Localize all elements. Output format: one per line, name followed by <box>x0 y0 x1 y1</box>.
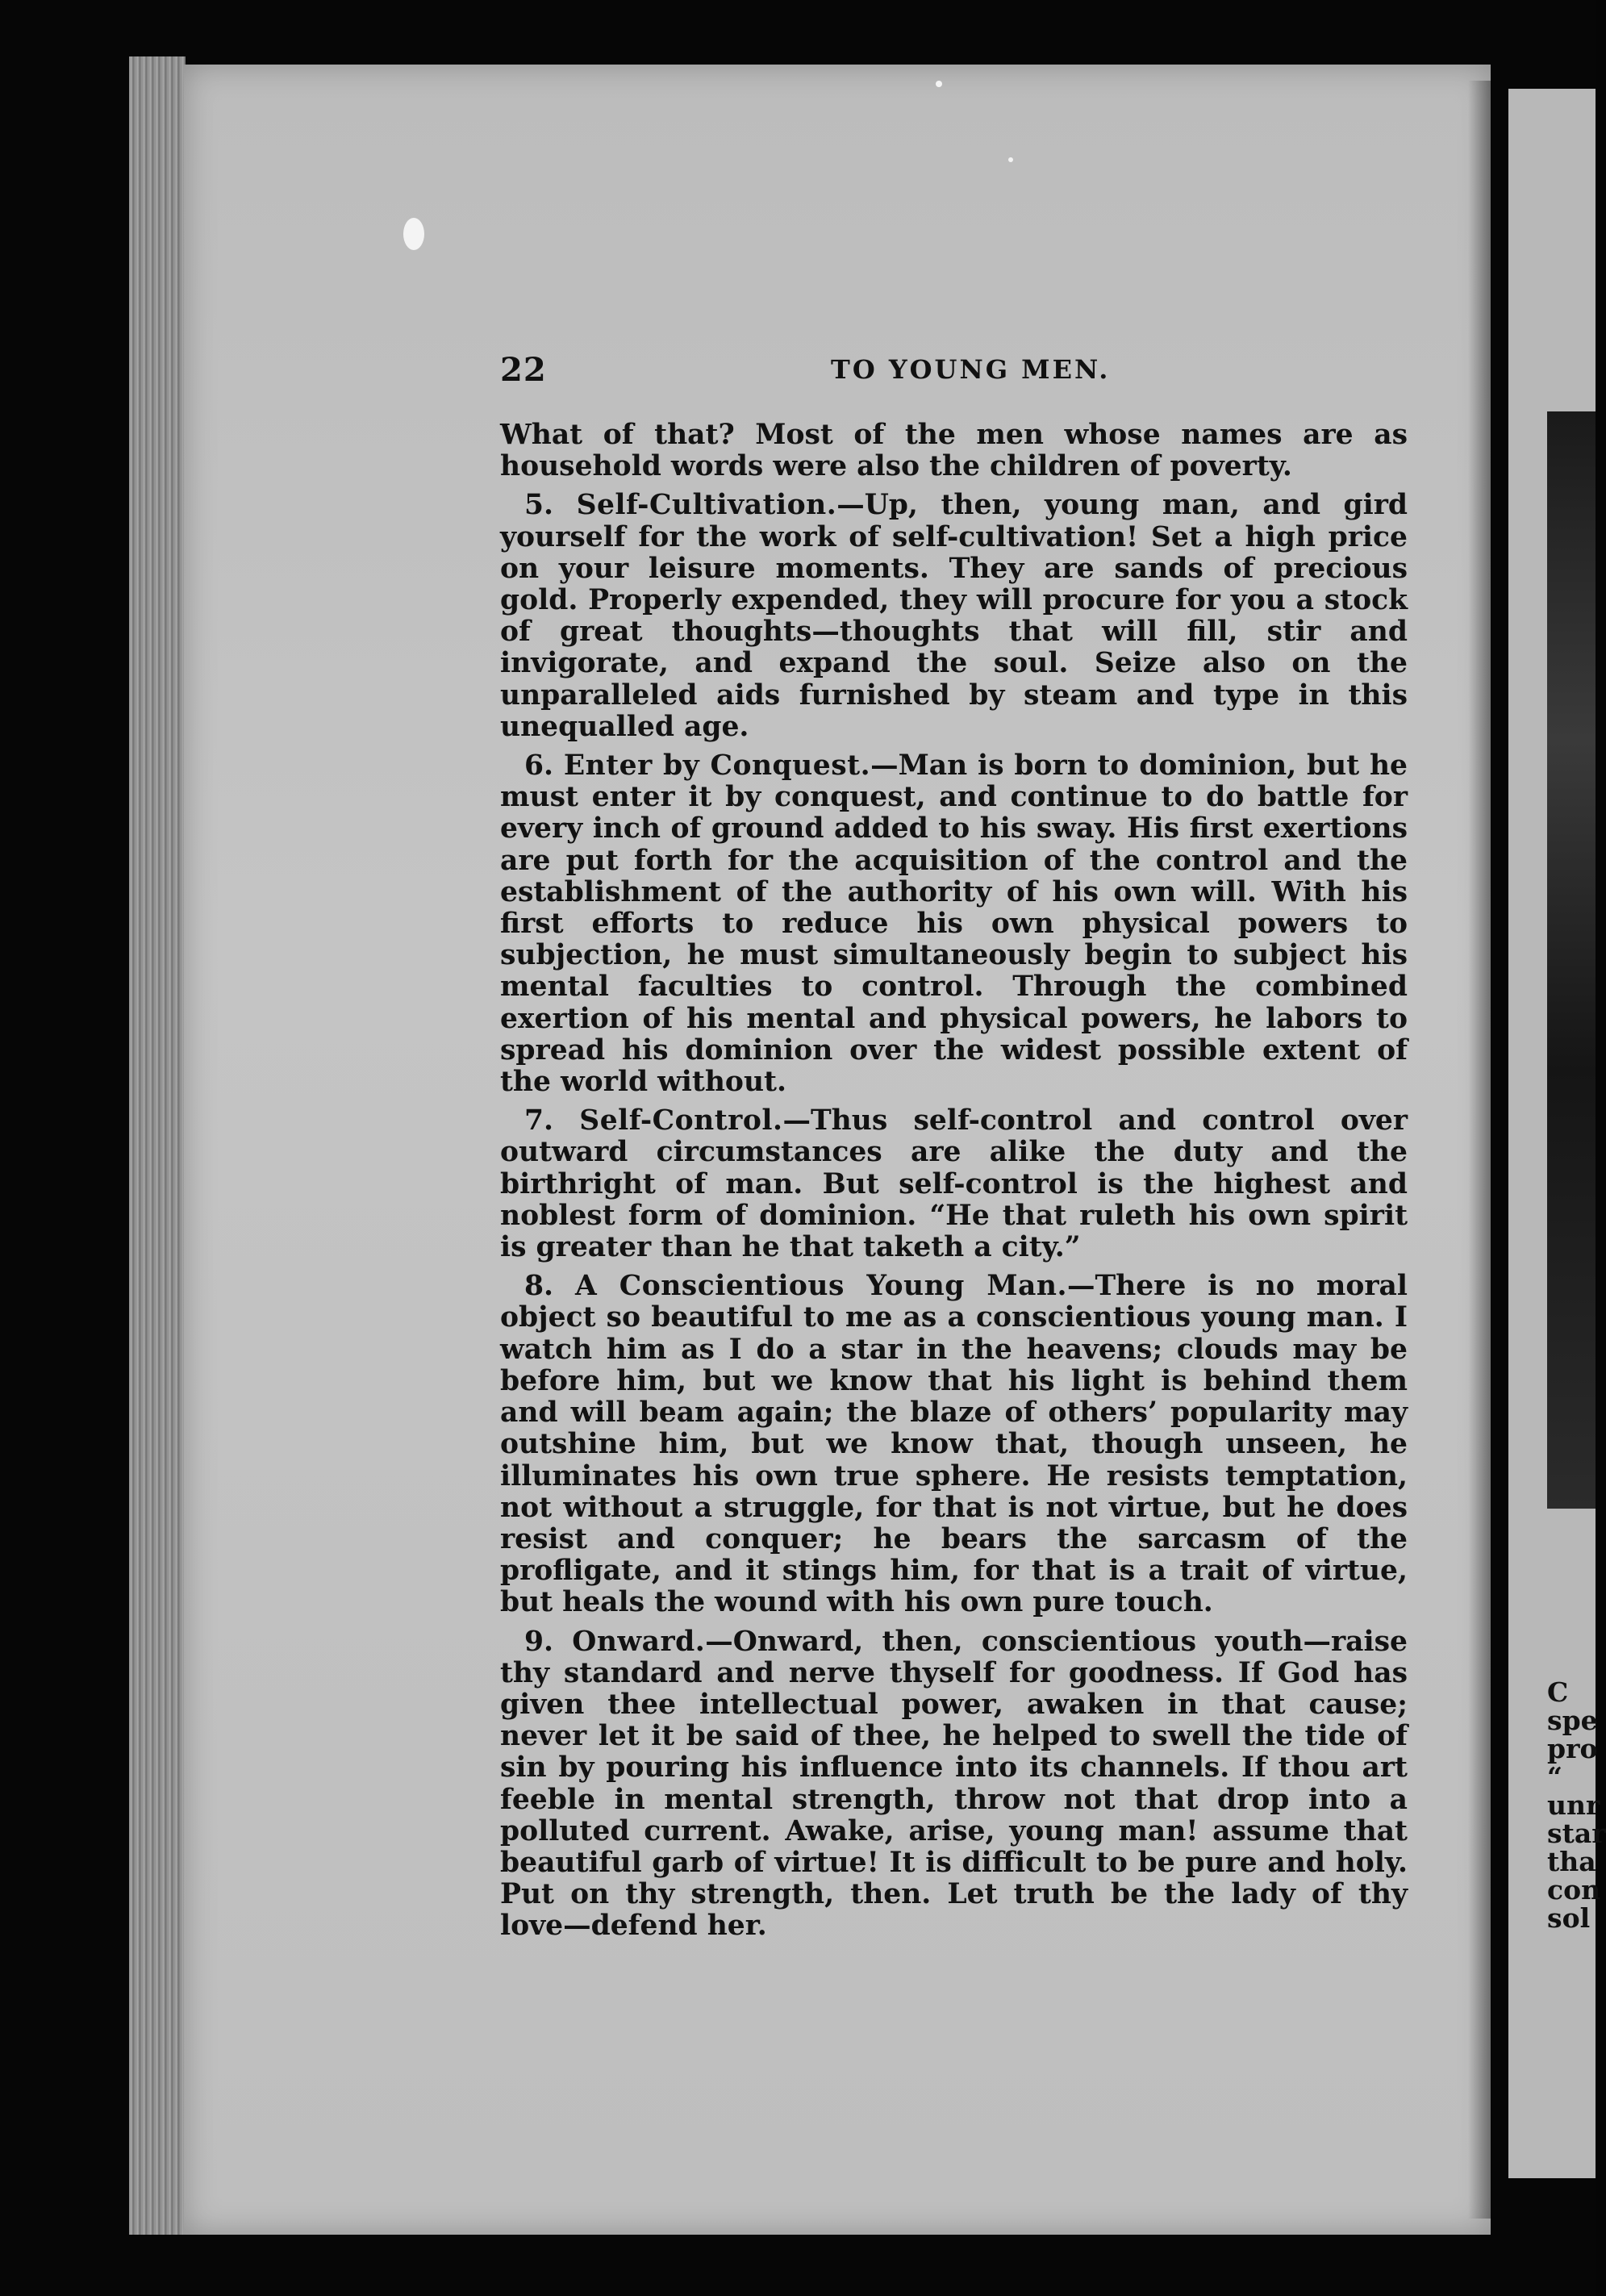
paragraph-text: —Onward, then, conscientious youth—raise thy standard and nerve thyself for goodness. If God has given thee intellectual power, awaken in that cause; never let it be said of thee, he helped to swell the tide of sin by pouring his influence into its channels. If thou art feeble in mental strength, throw not that drop into a polluted current. Awake, arise, young man! assume that beautiful garb of virtue! It is difficult to be pure and holy. Put on thy strength, then. Let truth be the lady of thy love—defend her. <box>500 1625 1408 1943</box>
paragraph-continued <box>500 420 1408 482</box>
body-text <box>500 420 1408 1950</box>
facing-fragment: “ <box>1547 1761 1562 1793</box>
page-number: 22 <box>500 351 547 389</box>
facing-fragment: tha <box>1547 1846 1596 1877</box>
scan-speck <box>936 81 942 87</box>
paragraph-enter-by-conquest <box>500 750 1408 1098</box>
paragraph-text: What of that? Most of the men whose names are as household words were also the children of poverty. <box>500 419 1408 483</box>
paragraph-text: —Up, then, young man, and gird yourself for the work of self-cultivation! Set a high price on your leisure moments. They are sands of precious gold. Properly expended, they will procure for you a stock of great thoughts—thoughts that will fill, stir and invigorate, and expand the soul. Seize also on the unparalleled aids furnished by steam and type in this unequalled age. <box>500 489 1408 743</box>
paragraph-text: —Man is born to dominion, but he must enter it by conquest, and continue to do battle for every inch of ground added to his sway. His first exertions are put forth for the acquisition of the control and the establishment of the authority of his own will. With his first efforts to reduce his own physical powers to subjection, he must simultaneously begin to subject his mental faculties to control. Through the combined exertion of his mental and physical powers, he labors to spread his dominion over the widest possible extent of the world without. <box>500 749 1408 1099</box>
facing-page-illustration <box>1547 411 1596 1509</box>
paragraph-heading: Self-Control. <box>579 1104 783 1138</box>
paragraph-text: —Thus self-control and control over outward circumstances are alike the duty and the birthright of man. But self-control is the highest and noblest form of dominion. “He that ruleth his own spirit is greater than he that taketh a city.” <box>500 1104 1408 1264</box>
paragraph-onward <box>500 1626 1408 1943</box>
paragraph-conscientious-young-man <box>500 1271 1408 1618</box>
paragraph-heading: Self-Cultivation. <box>576 489 837 522</box>
page-edge-strip <box>129 56 186 2235</box>
facing-page-text <box>1547 1676 1606 1934</box>
paragraph-text: —There is no moral object so beautiful to me as a conscientious young man. I watch him as I do a star in the heavens; clouds may be before him, but we know that his light is behind them and will beam again; the blaze of others’ popularity may outshine him, but we know that, though unseen, he illuminates his own true sphere. He resists temptation, not without a struggle, for that is not virtue, but he does resist and conquer; he bears the sarcasm of the profligate, and it stings him, for that is a trait of virtue, but heals the wound with his own pure touch. <box>500 1270 1408 1619</box>
running-title: TO YOUNG MEN. <box>831 354 1111 385</box>
facing-fragment: con <box>1547 1874 1601 1906</box>
facing-fragment: unr <box>1547 1789 1600 1821</box>
page-gutter-shadow <box>1468 81 1491 2219</box>
paragraph-number: 6. <box>524 749 554 783</box>
paragraph-heading: A Conscientious Young Man. <box>575 1270 1067 1303</box>
running-head <box>500 351 1428 391</box>
facing-fragment: sol <box>1547 1902 1591 1934</box>
facing-fragment: pro <box>1547 1733 1598 1764</box>
paragraph-number: 9. <box>524 1625 554 1658</box>
scan-speck <box>1008 157 1013 162</box>
paragraph-number: 8. <box>524 1270 554 1303</box>
paragraph-number: 5. <box>524 489 554 522</box>
paragraph-heading: Enter by Conquest. <box>563 749 871 783</box>
facing-fragment: star <box>1547 1818 1606 1849</box>
scan-speck <box>403 218 424 250</box>
paragraph-self-cultivation <box>500 490 1408 743</box>
paragraph-heading: Onward. <box>572 1625 706 1658</box>
facing-fragment: spe <box>1547 1705 1598 1736</box>
paragraph-number: 7. <box>524 1104 554 1138</box>
facing-fragment: C <box>1547 1676 1569 1708</box>
paragraph-self-control <box>500 1105 1408 1263</box>
